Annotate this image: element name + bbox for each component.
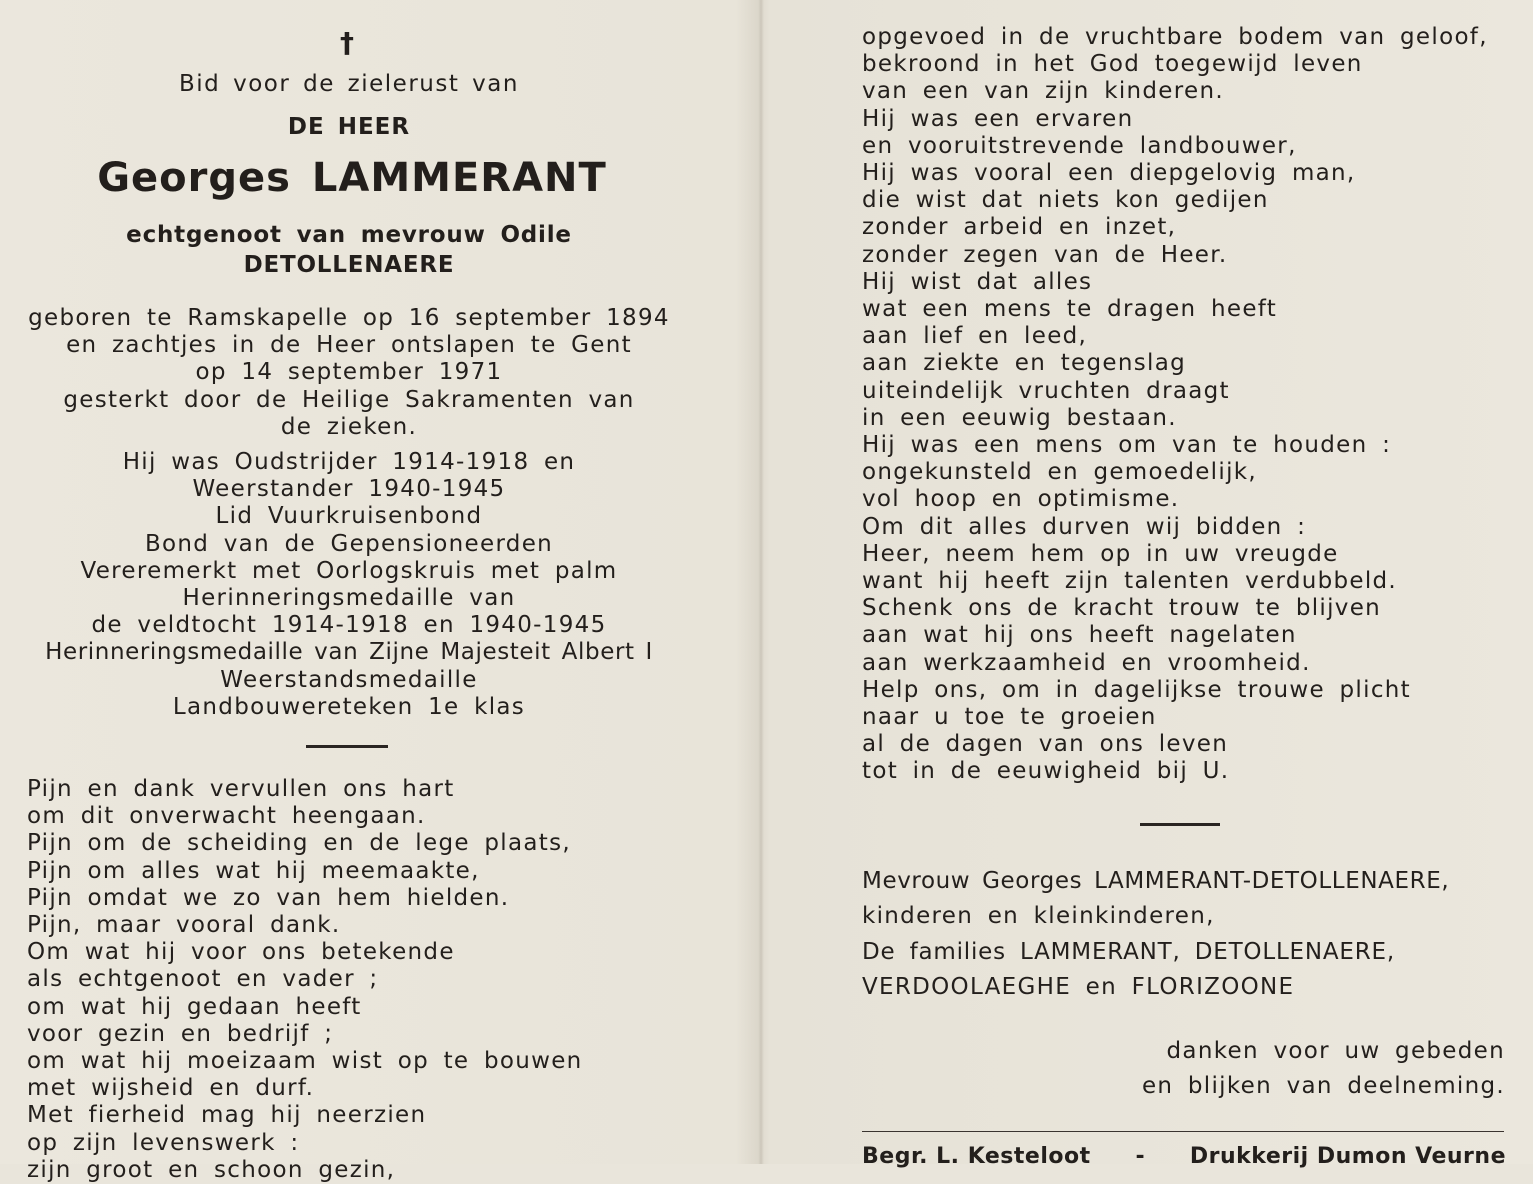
poem-line: aan werkzaamheid en vroomheid. — [862, 649, 1311, 676]
poem-line: aan lief en leed, — [862, 323, 1088, 350]
spouse-line: echtgenoot van mevrouw Odile DETOLLENAERE — [126, 222, 572, 278]
poem-line: vol hoop en optimisme. — [862, 486, 1180, 513]
poem-line: Hij wist dat alles — [862, 268, 1093, 295]
bio-line: op 14 september 1971 — [195, 359, 503, 386]
printer-credit: Drukkerij Dumon Veurne — [1189, 1144, 1506, 1170]
poem-line: Hij was een ervaren — [862, 105, 1134, 132]
intro-text: Bid voor de zielerust van — [179, 71, 519, 97]
honors-list — [14, 449, 684, 721]
cross-symbol: † — [340, 26, 354, 59]
poem-line: zonder zegen van de Heer. — [862, 241, 1228, 268]
poem-line: om wat hij gedaan heeft — [27, 993, 362, 1020]
thanks-line: en blijken van deelneming. — [1141, 1073, 1505, 1100]
honor-line: Herinneringsmedaille van Zijne Majesteit Albert I — [45, 639, 653, 666]
poem-line: want hij heeft zijn talenten verdubbeld. — [862, 568, 1398, 595]
honor-line: Landbouwereteken 1e klas — [172, 693, 526, 720]
poem-line: Heer, neem hem op in uw vreugde — [862, 540, 1339, 567]
poem-line: met wijsheid en durf. — [27, 1075, 315, 1102]
poem-line: Hij was een mens om van te houden : — [862, 432, 1392, 459]
honor-line: Weerstander 1940-1945 — [192, 476, 506, 503]
poem-left — [27, 776, 684, 1184]
poem-line: van een van zijn kinderen. — [862, 78, 1224, 105]
poem-right — [862, 24, 1522, 786]
credit-separator: - — [1135, 1144, 1146, 1170]
poem-line: al de dagen van ons leven — [862, 731, 1229, 758]
printer-credits — [862, 1142, 1506, 1172]
honor-line: Weerstandsmedaille — [220, 666, 478, 693]
card-fold — [758, 0, 764, 1164]
poem-line: wat een mens te dragen heeft — [862, 296, 1278, 323]
poem-line: bekroond in het God toegewijd leven — [862, 51, 1363, 78]
honor-line: Hij was Oudstrijder 1914-1918 en — [122, 449, 576, 476]
deceased-name: Georges LAMMERANT — [97, 155, 607, 201]
poem-line: Pijn om alles wat hij meemaakte, — [27, 857, 480, 884]
poem-line: Pijn om de scheiding en de lege plaats, — [27, 830, 571, 857]
right-panel — [862, 24, 1522, 1172]
poem-line: Pijn en dank vervullen ons hart — [27, 776, 455, 803]
poem-line: aan wat hij ons heeft nagelaten — [862, 622, 1297, 649]
honor-line: Lid Vuurkruisenbond — [215, 503, 483, 530]
footer-divider — [862, 1131, 1504, 1133]
bio-line: gesterkt door de Heilige Sakramenten van — [63, 386, 635, 413]
poem-line: voor gezin en bedrijf ; — [27, 1020, 334, 1047]
poem-line: die wist dat niets kon gedijen — [862, 187, 1269, 214]
honor-line: Herinneringsmedaille van — [182, 585, 516, 612]
poem-line: ongekunsteld en gemoedelijk, — [862, 459, 1257, 486]
poem-line: en vooruitstrevende landbouwer, — [862, 132, 1297, 159]
poem-line: Help ons, om in dagelijkse trouwe plicht — [862, 676, 1411, 703]
family-line: De families LAMMERANT, DETOLLENAERE, — [862, 938, 1395, 965]
bio-line: geboren te Ramskapelle op 16 september 1894 — [28, 305, 670, 331]
undertaker-credit: Begr. L. Kesteloot — [862, 1144, 1091, 1170]
family-line: kinderen en kleinkinderen, — [862, 903, 1215, 930]
family-list — [862, 864, 1522, 1006]
family-line: VERDOOLAEGHE en FLORIZOONE — [862, 974, 1295, 1001]
bio-line: en zachtjes in de Heer ontslapen te Gent — [66, 332, 632, 359]
divider-right — [1140, 823, 1220, 826]
poem-line: op zijn levenswerk : — [27, 1129, 300, 1156]
poem-line: Hij was vooral een diepgelovig man, — [862, 160, 1356, 187]
family-line: Mevrouw Georges LAMMERANT-DETOLLENAERE, — [862, 867, 1450, 894]
honor-line: de veldtocht 1914-1918 en 1940-1945 — [91, 612, 607, 639]
poem-line: tot in de eeuwigheid bij U. — [862, 758, 1230, 785]
poem-line: Schenk ons de kracht trouw te blijven — [862, 595, 1382, 622]
honor-line: Vereremerkt met Oorlogskruis met palm — [80, 557, 618, 584]
poem-line: Om wat hij voor ons betekende — [27, 939, 455, 966]
poem-line: om dit onverwacht heengaan. — [27, 803, 426, 830]
poem-line: uiteindelijk vruchten draagt — [862, 377, 1230, 404]
thanks-text — [862, 1034, 1505, 1105]
thanks-line: danken voor uw gebeden — [1166, 1037, 1505, 1064]
poem-line: om wat hij moeizaam wist op te bouwen — [27, 1048, 583, 1075]
honorific: DE HEER — [287, 114, 411, 140]
bio-line: de zieken. — [280, 413, 418, 440]
poem-line: aan ziekte en tegenslag — [862, 350, 1186, 377]
poem-line: naar u toe te groeien — [862, 704, 1157, 731]
poem-line: als echtgenoot en vader ; — [27, 966, 379, 993]
poem-line: in een eeuwig bestaan. — [862, 404, 1177, 431]
poem-line: zonder arbeid en inzet, — [862, 214, 1177, 241]
poem-line: opgevoed in de vruchtbare bodem van geloof, — [862, 24, 1488, 50]
biography — [14, 305, 684, 441]
poem-line: Met fierheid mag hij neerzien — [27, 1102, 427, 1129]
honor-line: Bond van de Gepensioneerden — [144, 530, 554, 557]
poem-line: zijn groot en schoon gezin, — [27, 1156, 396, 1183]
poem-line: Pijn, maar vooral dank. — [27, 912, 341, 939]
poem-line: Pijn omdat we zo van hem hielden. — [27, 884, 510, 911]
divider-left — [306, 745, 388, 748]
left-panel — [14, 28, 684, 1184]
poem-line: Om dit alles durven wij bidden : — [862, 513, 1307, 540]
